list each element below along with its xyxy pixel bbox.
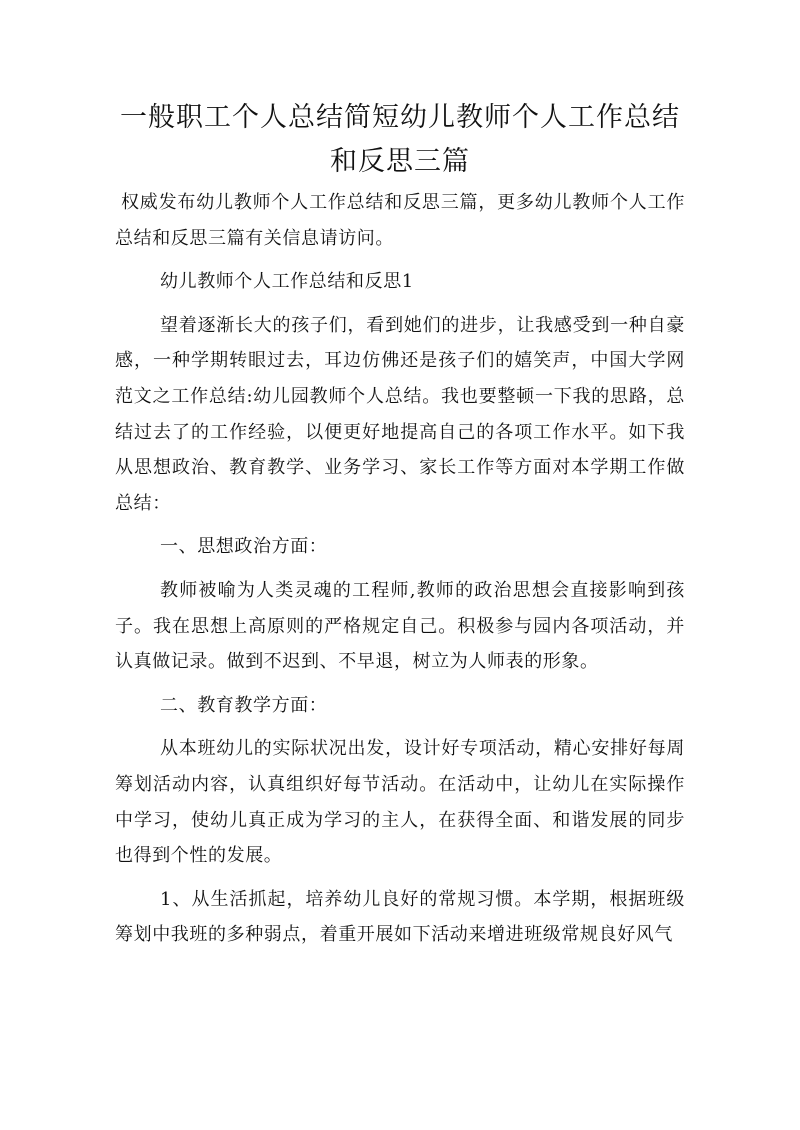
political-thought-paragraph: 教师被喻为人类灵魂的工程师,教师的政治思想会直接影响到孩子。我在思想上高原则的严格规定自己。积极参与园内各项活动，并认真做记录。做到不迟到、不早退，树立为人师表的形象。 — [115, 579, 685, 673]
education-teaching-paragraph: 从本班幼儿的实际状况出发，设计好专项活动，精心安排好每周筹划活动内容，认真组织好每节活动。在活动中，让幼儿在实际操作中学习，使幼儿真正成为学习的主人，在获得全面、和谐发展的同步也得到个性的发展。 — [115, 738, 685, 867]
section-heading-reflection-1: 幼儿教师个人工作总结和反思1 — [160, 271, 414, 293]
heading-political-thought: 一、思想政治方面： — [160, 536, 328, 558]
heading-education-teaching: 二、教育教学方面： — [160, 694, 328, 716]
intro-paragraph: 权威发布幼儿教师个人工作总结和反思三篇，更多幼儿教师个人工作总结和反思三篇有关信息请访问。 — [115, 192, 685, 249]
habits-paragraph: 1、从生活抓起，培养幼儿良好的常规习惯。本学期，根据班级筹划中我班的多种弱点，着重开展如下活动来增进班级常规良好风气 — [115, 888, 685, 946]
document-body — [115, 185, 685, 953]
document-title: 一般职工个人总结简短幼儿教师个人工作总结和反思三篇 — [120, 102, 680, 177]
opening-paragraph: 望着逐渐长大的孩子们，看到她们的进步，让我感受到一种自豪感，一种学期转眼过去，耳边仿佛还是孩子们的嬉笑声，中国大学网范文之工作总结:幼儿园教师个人总结。我也要整顿一下我的思路，总结过去了的工作经验，以便更好地提高自己的各项工作水平。如下我从思想政治、教育教学、业务学习、家长工作等方面对本学期工作做总结： — [115, 314, 685, 514]
